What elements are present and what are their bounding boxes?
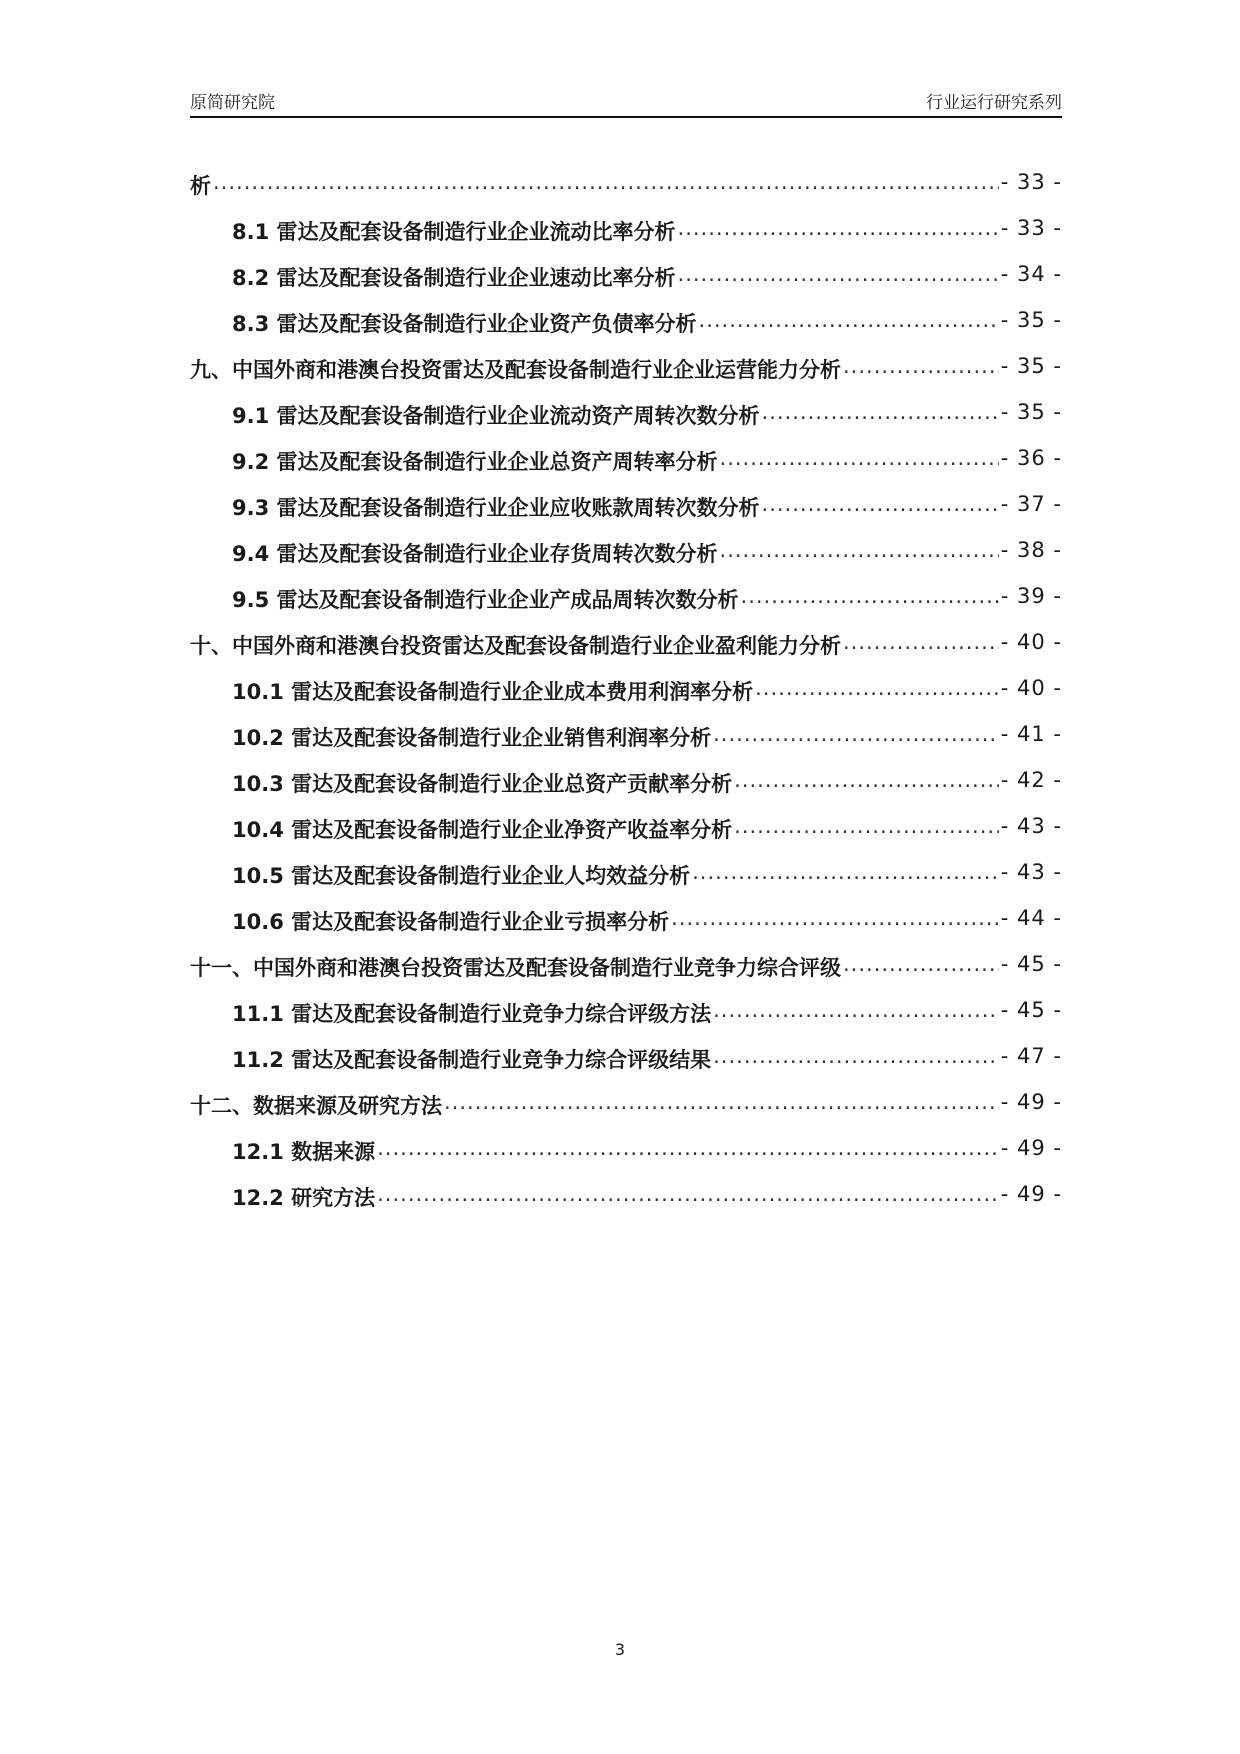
toc-entry-title: 8.2 雷达及配套设备制造行业企业速动比率分析 bbox=[232, 266, 676, 290]
toc-entry-page: - 37 - bbox=[1000, 492, 1062, 516]
toc-entry-title: 9.5 雷达及配套设备制造行业企业产成品周转次数分析 bbox=[232, 588, 739, 612]
toc-entry[interactable] bbox=[190, 354, 1062, 400]
toc-entry-page: - 49 - bbox=[1000, 1090, 1062, 1114]
toc-leader-dots bbox=[843, 354, 999, 378]
toc-entry-title: 10.4 雷达及配套设备制造行业企业净资产收益率分析 bbox=[232, 818, 733, 842]
toc-entry-page: - 33 - bbox=[1000, 170, 1062, 194]
toc-entry[interactable] bbox=[190, 860, 1062, 906]
toc-entry-title: 9.2 雷达及配套设备制造行业企业总资产周转率分析 bbox=[232, 450, 718, 474]
toc-entry[interactable] bbox=[190, 814, 1062, 860]
header-series-name: 行业运行研究系列 bbox=[926, 93, 1062, 113]
toc-entry-page: - 47 - bbox=[1000, 1044, 1062, 1068]
toc-leader-dots bbox=[755, 676, 999, 700]
toc-entry-title: 10.3 雷达及配套设备制造行业企业总资产贡献率分析 bbox=[232, 772, 733, 796]
toc-leader-dots bbox=[713, 1044, 999, 1068]
toc-leader-dots bbox=[843, 630, 999, 654]
toc-leader-dots bbox=[734, 768, 999, 792]
toc-entry[interactable] bbox=[190, 722, 1062, 768]
toc-entry-page: - 43 - bbox=[1000, 814, 1062, 838]
toc-entry[interactable] bbox=[190, 906, 1062, 952]
toc-entry-page: - 33 - bbox=[1000, 216, 1062, 240]
toc-entry-title: 9.4 雷达及配套设备制造行业企业存货周转次数分析 bbox=[232, 542, 718, 566]
toc-leader-dots bbox=[671, 906, 999, 930]
toc-entry[interactable] bbox=[190, 1044, 1062, 1090]
toc-entry-page: - 41 - bbox=[1000, 722, 1062, 746]
toc-entry-title: 11.2 雷达及配套设备制造行业竞争力综合评级结果 bbox=[232, 1048, 712, 1072]
toc-entry[interactable] bbox=[190, 216, 1062, 262]
toc-entry[interactable] bbox=[190, 492, 1062, 538]
toc-leader-dots bbox=[699, 308, 999, 332]
toc-entry[interactable] bbox=[190, 538, 1062, 584]
toc-leader-dots bbox=[713, 722, 999, 746]
toc-entry-page: - 45 - bbox=[1000, 998, 1062, 1022]
toc-entry[interactable] bbox=[190, 630, 1062, 676]
toc-entry-page: - 44 - bbox=[1000, 906, 1062, 930]
toc-entry-title: 析 bbox=[190, 174, 211, 198]
toc-entry[interactable] bbox=[190, 262, 1062, 308]
toc-entry-title: 九、中国外商和港澳台投资雷达及配套设备制造行业企业运营能力分析 bbox=[190, 358, 841, 382]
toc-entry-page: - 49 - bbox=[1000, 1136, 1062, 1160]
toc-entry-page: - 38 - bbox=[1000, 538, 1062, 562]
toc-entry[interactable] bbox=[190, 1182, 1062, 1228]
toc-entry-title: 10.1 雷达及配套设备制造行业企业成本费用利润率分析 bbox=[232, 680, 754, 704]
toc-entry-title: 10.5 雷达及配套设备制造行业企业人均效益分析 bbox=[232, 864, 691, 888]
toc-leader-dots bbox=[734, 814, 999, 838]
toc-entry-title: 10.2 雷达及配套设备制造行业企业销售利润率分析 bbox=[232, 726, 712, 750]
toc-leader-dots bbox=[377, 1182, 999, 1206]
toc-entry[interactable] bbox=[190, 400, 1062, 446]
toc-entry-title: 9.3 雷达及配套设备制造行业企业应收账款周转次数分析 bbox=[232, 496, 760, 520]
toc-entry-page: - 45 - bbox=[1000, 952, 1062, 976]
toc-entry-page: - 34 - bbox=[1000, 262, 1062, 286]
toc-entry[interactable] bbox=[190, 446, 1062, 492]
toc-entry-page: - 39 - bbox=[1000, 584, 1062, 608]
toc-entry-title: 8.3 雷达及配套设备制造行业企业资产负债率分析 bbox=[232, 312, 697, 336]
toc-leader-dots bbox=[678, 216, 999, 240]
toc-entry[interactable] bbox=[190, 998, 1062, 1044]
toc-entry-page: - 36 - bbox=[1000, 446, 1062, 470]
toc-leader-dots bbox=[713, 998, 999, 1022]
toc-entry-title: 11.1 雷达及配套设备制造行业竞争力综合评级方法 bbox=[232, 1002, 712, 1026]
toc-entry[interactable] bbox=[190, 676, 1062, 722]
toc-entry-page: - 35 - bbox=[1000, 400, 1062, 424]
toc-entry[interactable] bbox=[190, 952, 1062, 998]
toc-leader-dots bbox=[213, 170, 999, 194]
toc-entry-title: 十一、中国外商和港澳台投资雷达及配套设备制造行业竞争力综合评级 bbox=[190, 956, 841, 980]
toc-entry-title: 9.1 雷达及配套设备制造行业企业流动资产周转次数分析 bbox=[232, 404, 760, 428]
toc-entry-page: - 35 - bbox=[1000, 308, 1062, 332]
toc-leader-dots bbox=[377, 1136, 999, 1160]
toc-leader-dots bbox=[762, 492, 999, 516]
toc-entry-title: 12.1 数据来源 bbox=[232, 1140, 376, 1164]
toc-entry[interactable] bbox=[190, 1090, 1062, 1136]
toc-entry-page: - 40 - bbox=[1000, 676, 1062, 700]
toc-entry-page: - 49 - bbox=[1000, 1182, 1062, 1206]
toc-entry-title: 十二、数据来源及研究方法 bbox=[190, 1094, 442, 1118]
toc-leader-dots bbox=[720, 446, 999, 470]
toc-entry[interactable] bbox=[190, 1136, 1062, 1182]
toc-leader-dots bbox=[843, 952, 999, 976]
toc-entry[interactable] bbox=[190, 170, 1062, 216]
toc-entry-page: - 43 - bbox=[1000, 860, 1062, 884]
toc-entry-title: 十、中国外商和港澳台投资雷达及配套设备制造行业企业盈利能力分析 bbox=[190, 634, 841, 658]
toc-leader-dots bbox=[678, 262, 999, 286]
toc-entry[interactable] bbox=[190, 308, 1062, 354]
toc-leader-dots bbox=[444, 1090, 999, 1114]
toc-entry-title: 10.6 雷达及配套设备制造行业企业亏损率分析 bbox=[232, 910, 670, 934]
toc-entry-title: 12.2 研究方法 bbox=[232, 1186, 376, 1210]
toc-leader-dots bbox=[720, 538, 999, 562]
toc-leader-dots bbox=[692, 860, 999, 884]
page-header bbox=[190, 86, 1062, 118]
header-org-name: 原简研究院 bbox=[190, 93, 275, 113]
toc-entry-page: - 42 - bbox=[1000, 768, 1062, 792]
toc-entry[interactable] bbox=[190, 584, 1062, 630]
toc-entry-page: - 40 - bbox=[1000, 630, 1062, 654]
toc-leader-dots bbox=[762, 400, 999, 424]
toc-entry-page: - 35 - bbox=[1000, 354, 1062, 378]
toc-entry[interactable] bbox=[190, 768, 1062, 814]
page-number: 3 bbox=[614, 1640, 626, 1659]
toc-entry-title: 8.1 雷达及配套设备制造行业企业流动比率分析 bbox=[232, 220, 676, 244]
toc-leader-dots bbox=[741, 584, 999, 608]
table-of-contents bbox=[190, 170, 1062, 1228]
